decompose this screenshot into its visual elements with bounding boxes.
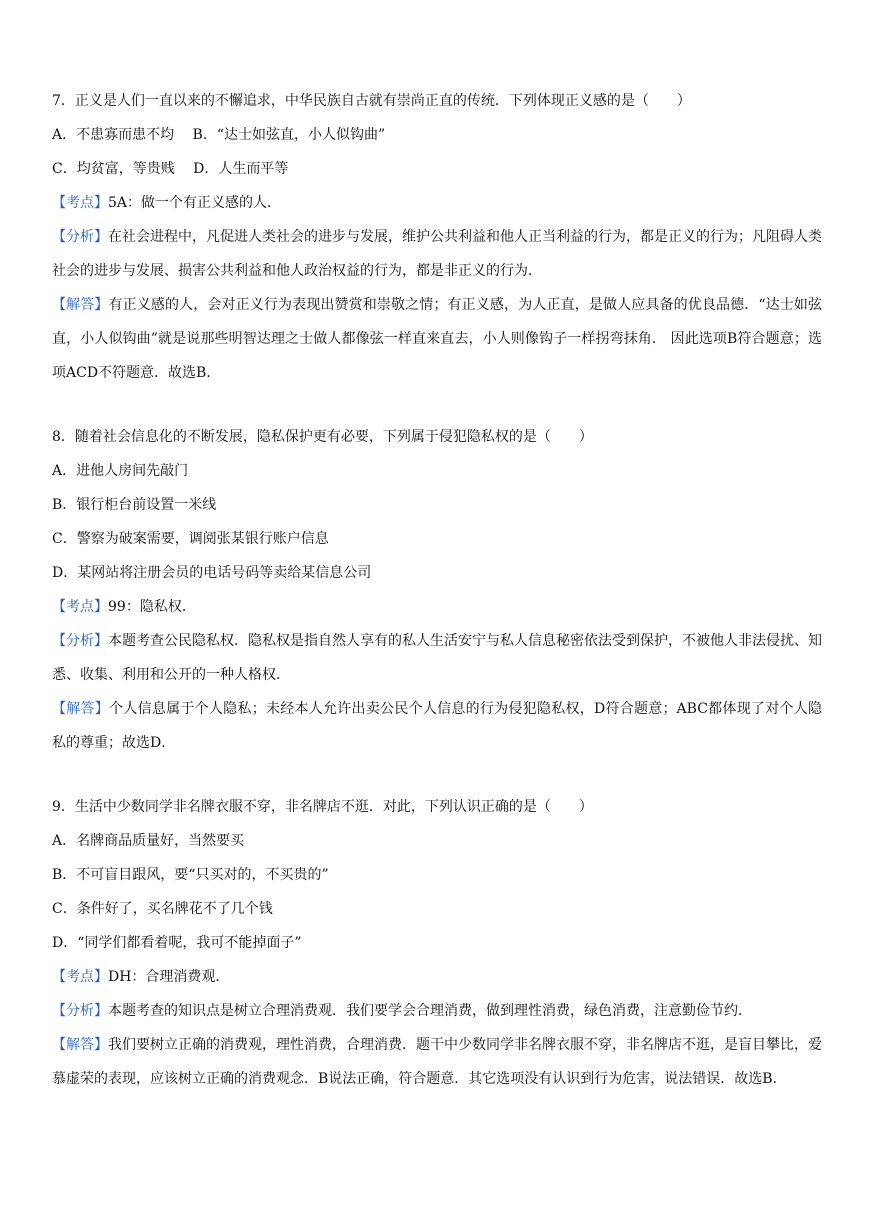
question-stem: 7．正义是人们一直以来的不懈追求，中华民族自古就有崇尚正直的传统．下列体现正义感的是（ ） xyxy=(52,93,691,109)
jieda-tag: 【解答】 xyxy=(52,701,110,717)
option-line: C．条件好了，买名牌花不了几个钱 xyxy=(52,901,273,917)
option-line: B．银行柜台前设置一米线 xyxy=(52,497,217,513)
question-stem: 9．生活中少数同学非名牌衣服不穿，非名牌店不逛．对此，下列认识正确的是（ ） xyxy=(52,799,593,815)
kaodian-tag: 【考点】 xyxy=(52,195,108,211)
fenxi-text: 本题考查的知识点是树立合理消费观．我们要学会合理消费，做到理性消费，绿色消费，注意勤俭节约． xyxy=(108,1003,752,1019)
question-8 xyxy=(52,420,822,760)
jieda-text: 个人信息属于个人隐私；未经本人允许出卖公民个人信息的行为侵犯隐私权，D符合题意；ABC都体现了对个人隐私的尊重；故选D． xyxy=(52,701,823,751)
jieda-section xyxy=(52,1028,822,1096)
kaodian-text: DH：合理消费观． xyxy=(108,969,230,985)
jieda-tag: 【解答】 xyxy=(52,1037,108,1053)
option-line: A．不患寡而患不均 B．“达士如弦直，小人似钩曲” xyxy=(52,127,386,143)
fenxi-section xyxy=(52,624,822,692)
question-stem: 8．随着社会信息化的不断发展，隐私保护更有必要，下列属于侵犯隐私权的是（ ） xyxy=(52,429,593,445)
fenxi-tag: 【分析】 xyxy=(52,633,108,649)
kaodian-tag: 【考点】 xyxy=(52,599,108,615)
option-line: A．名牌商品质量好，当然要买 xyxy=(52,833,245,849)
question-7 xyxy=(52,84,822,390)
document-page xyxy=(52,84,822,1126)
fenxi-tag: 【分析】 xyxy=(52,229,108,245)
kaodian-section xyxy=(52,186,822,220)
option-line: C．均贫富，等贵贱 D．人生而平等 xyxy=(52,161,289,177)
kaodian-tag: 【考点】 xyxy=(52,969,108,985)
kaodian-section xyxy=(52,960,822,994)
option-line: C．警察为破案需要，调阅张某银行账户信息 xyxy=(52,531,329,547)
kaodian-text: 5A：做一个有正义感的人． xyxy=(108,195,282,211)
option-line: B．不可盲目跟风，要“只买对的，不买贵的” xyxy=(52,867,329,883)
fenxi-tag: 【分析】 xyxy=(52,1003,108,1019)
kaodian-section xyxy=(52,590,822,624)
fenxi-section xyxy=(52,994,822,1028)
fenxi-section xyxy=(52,220,822,288)
jieda-tag: 【解答】 xyxy=(52,297,109,313)
option-line: D．某网站将注册会员的电话号码等卖给某信息公司 xyxy=(52,565,372,581)
fenxi-text: 本题考查公民隐私权．隐私权是指自然人享有的私人生活安宁与私人信息秘密依法受到保护，不被他人非法侵扰、知悉、收集、利用和公开的一种人格权． xyxy=(52,633,822,683)
jieda-section xyxy=(52,692,822,760)
option-line: D．“同学们都看着呢，我可不能掉面子” xyxy=(52,935,302,951)
jieda-text: 有正义感的人，会对正义行为表现出赞赏和崇敬之情；有正义感，为人正直，是做人应具备的优良品德．“达士如弦直，小人似钩曲”就是说那些明智达理之士做人都像弦一样直来直去，小人则像钩子一样拐弯抹角． 因此选项B符合题意；选项ACD不符题意．故选B． xyxy=(52,297,823,381)
jieda-section xyxy=(52,288,822,390)
option-line: A．进他人房间先敲门 xyxy=(52,463,189,479)
jieda-text: 我们要树立正确的消费观，理性消费，合理消费．题干中少数同学非名牌衣服不穿，非名牌店不逛，是盲目攀比，爱慕虚荣的表现，应该树立正确的消费观念．B说法正确，符合题意．其它选项没有认识到行为危害，说法错误．故选B． xyxy=(52,1037,822,1087)
fenxi-text: 在社会进程中，凡促进人类社会的进步与发展，维护公共利益和他人正当利益的行为，都是正义的行为；凡阻碍人类社会的进步与发展、损害公共利益和他人政治权益的行为，都是非正义的行为． xyxy=(52,229,822,279)
question-9 xyxy=(52,790,822,1096)
kaodian-text: 99：隐私权． xyxy=(108,599,196,615)
